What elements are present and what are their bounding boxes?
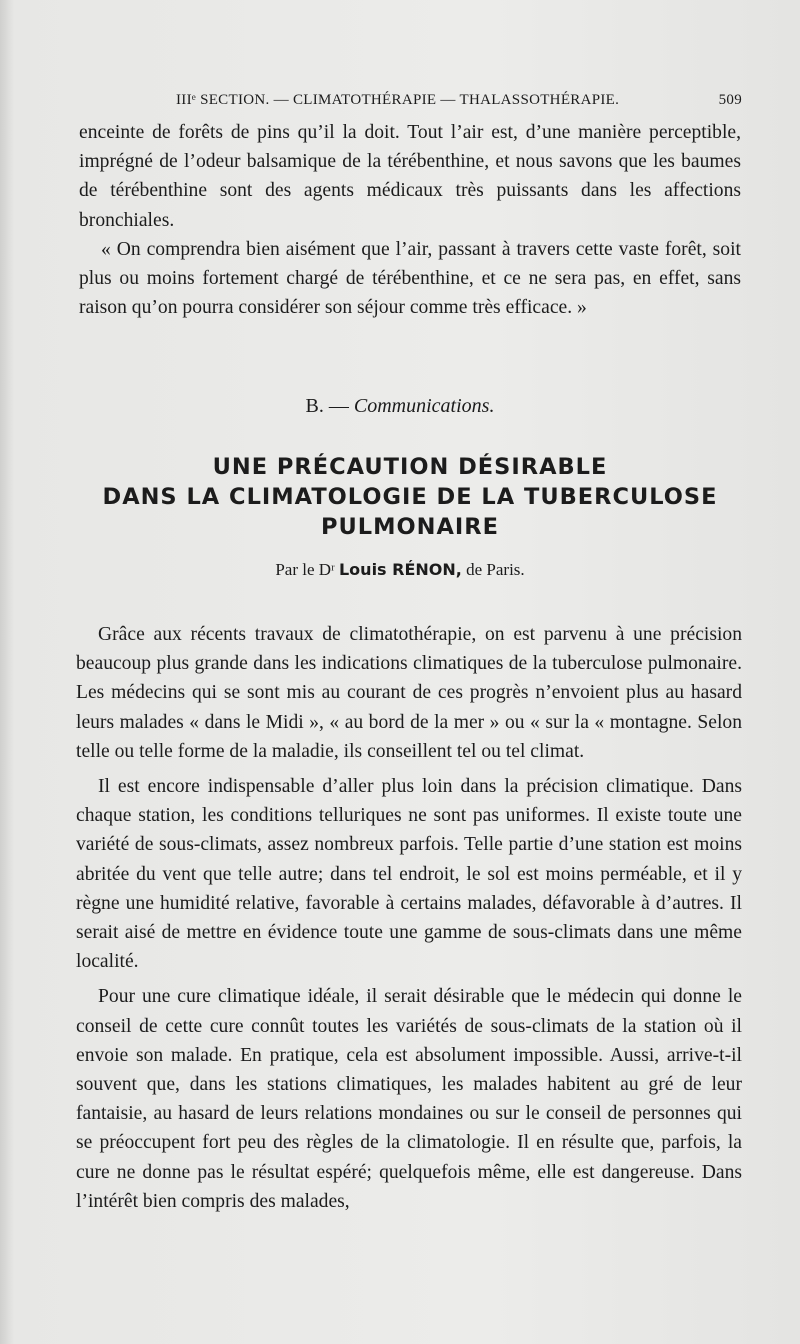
paragraph: Pour une cure climatique idéale, il serait désirable que le médecin qui donne le conseil de cette cure connût toutes les variétés de sous-climats de la station où il envoie son malade. En pratique, cela est absolument impossible. Aussi, arrive-t-il souvent que, dans les stations climatiques, les malades habitent au gré de leur fantaisie, au hasard de leurs relations mondaines ou sur le conseil de personnes qui se préoccupent fort peu des règles de la climatologie. Il en résulte que, parfois, la cure ne donne pas le résultat espéré; quelquefois même, elle est dangereuse. Dans l’intérêt bien compris des malades, — [76, 986, 742, 1212]
paragraph: Grâce aux récents travaux de climatothérapie, on est parvenu à une précision beaucoup plus grande dans les indications climatiques de la tuberculose pulmonaire. Les médecins qui se sont mis au courant de ces progrès n’envoient plus au hasard leurs malades « dans le Midi », « au bord de la mer » ou « sur la « montagne. Selon telle ou telle forme de la maladie, ils conseillent tel ou tel climat. — [76, 624, 742, 762]
paragraph: Il est encore indispensable d’aller plus loin dans la précision climatique. Dans chaque station, les conditions telluriques ne sont pas uniformes. Il existe toute une variété de sous-climats, assez nombreux parfois. Telle partie d’une station est moins abritée du vent que telle autre; dans tel endroit, le sol est moins perméable, et il y règne une humidité relative, favorable à certains malades, défavorable à d’autres. Il serait aisé de mettre en évidence toute une gamme de sous-climats dans une même localité. — [76, 776, 742, 973]
continuation-text — [79, 118, 741, 322]
article-title — [60, 452, 760, 542]
header-title: IIIᵉ SECTION. — CLIMATOTHÉRAPIE — THALASSOTHÉRAPIE. — [176, 92, 620, 108]
section-label: Communications. — [353, 395, 495, 417]
section-letter: B. — — [305, 395, 349, 417]
byline-suffix: de Paris. — [466, 560, 525, 579]
byline-prefix: Par le Dʳ — [275, 560, 335, 579]
paragraph: enceinte de forêts de pins qu’il la doit. Tout l’air est, d’une manière perceptible, imprégné de l’odeur balsamique de la térébenthine, et nous savons que les baumes de térébenthine sont des agents médicaux très puissants dans les affections bronchiales. — [79, 122, 741, 231]
article-body — [76, 620, 742, 1216]
title-line: PULMONAIRE — [321, 514, 499, 540]
running-header — [176, 92, 742, 109]
section-subheading — [0, 395, 800, 418]
page-number: 509 — [718, 92, 742, 108]
title-line: UNE PRÉCAUTION DÉSIRABLE — [212, 454, 608, 480]
quote-paragraph: « On comprendra bien aisément que l’air, passant à travers cette vaste forêt, soit plus ou moins fortement chargé de térébenthine, et ce ne sera pas, en effet, sans raison qu’on pourra considérer son séjour comme très efficace. » — [79, 238, 741, 319]
title-line: DANS LA CLIMATOLOGIE DE LA TUBERCULOSE — [102, 484, 718, 510]
byline — [0, 560, 800, 580]
author-name: Louis RÉNON, — [338, 560, 462, 579]
